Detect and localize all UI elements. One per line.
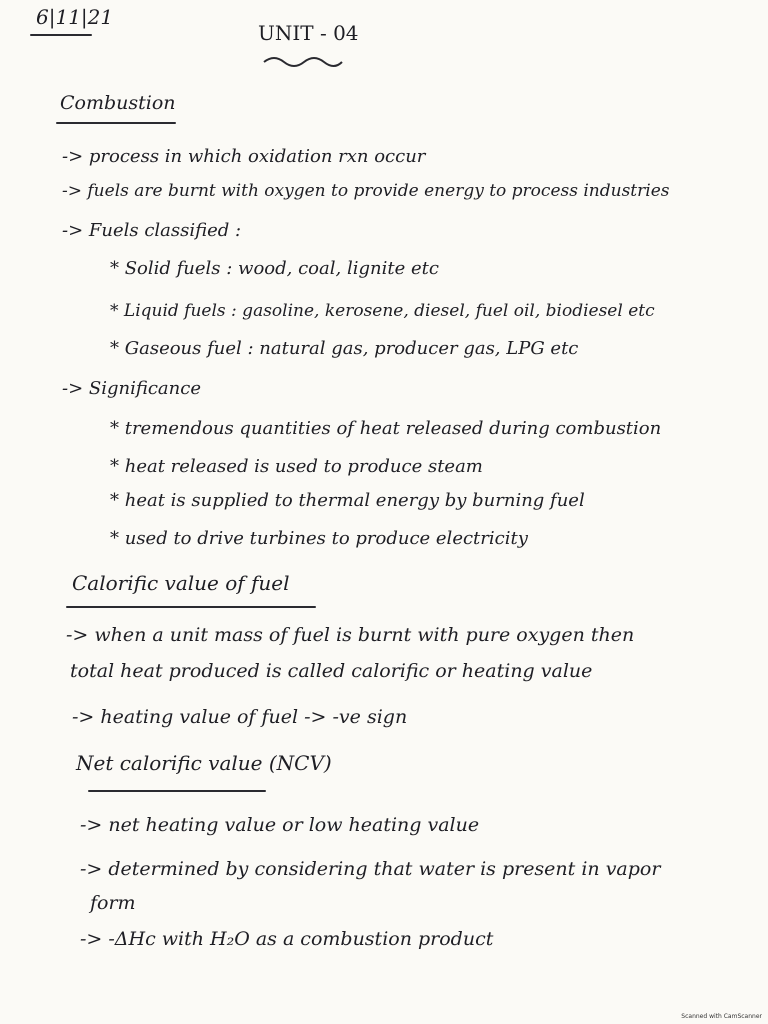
significance-2: * heat released is used to produce steam: [110, 456, 483, 477]
calorific-heading: Calorific value of fuel: [72, 571, 290, 595]
ncv-point-3: form: [90, 892, 136, 914]
significance-4: * used to drive turbines to produce electricity: [110, 528, 528, 549]
combustion-point-1: -> process in which oxidation rxn occur: [62, 146, 426, 167]
date: 6|11|21: [36, 5, 114, 29]
combustion-heading: Combustion: [60, 92, 176, 114]
combustion-point-2: -> fuels are burnt with oxygen to provide energy to process industries: [62, 181, 670, 201]
ncv-heading-underline: [88, 790, 266, 792]
unit-title: UNIT - 04: [258, 21, 359, 45]
significance-3: * heat is supplied to thermal energy by burning fuel: [110, 490, 585, 511]
fuel-type-solid: * Solid fuels : wood, coal, lignite etc: [110, 258, 439, 279]
combustion-point-3: -> Fuels classified :: [62, 220, 242, 241]
calorific-point-1: -> when a unit mass of fuel is burnt with pure oxygen then: [66, 624, 635, 646]
ncv-point-2: -> determined by considering that water is present in vapor: [80, 858, 661, 880]
significance-1: * tremendous quantities of heat released during combustion: [110, 418, 662, 439]
combustion-heading-underline: [56, 122, 176, 124]
scanner-watermark: Scanned with CamScanner: [681, 1013, 762, 1020]
date-underline: [30, 34, 92, 36]
calorific-point-3: -> heating value of fuel -> -ve sign: [72, 706, 408, 728]
calorific-heading-underline: [66, 606, 316, 608]
significance-label: -> Significance: [62, 378, 201, 399]
fuel-type-gaseous: * Gaseous fuel : natural gas, producer gas, LPG etc: [110, 338, 579, 359]
fuel-type-liquid: * Liquid fuels : gasoline, kerosene, diesel, fuel oil, biodiesel etc: [110, 301, 655, 321]
ncv-point-4: -> -ΔHc with H₂O as a combustion product: [80, 928, 494, 950]
ncv-point-1: -> net heating value or low heating value: [80, 814, 480, 836]
ncv-heading: Net calorific value (NCV): [76, 751, 332, 775]
wavy-underline: [262, 54, 344, 68]
calorific-point-2: total heat produced is called calorific or heating value: [70, 660, 593, 682]
